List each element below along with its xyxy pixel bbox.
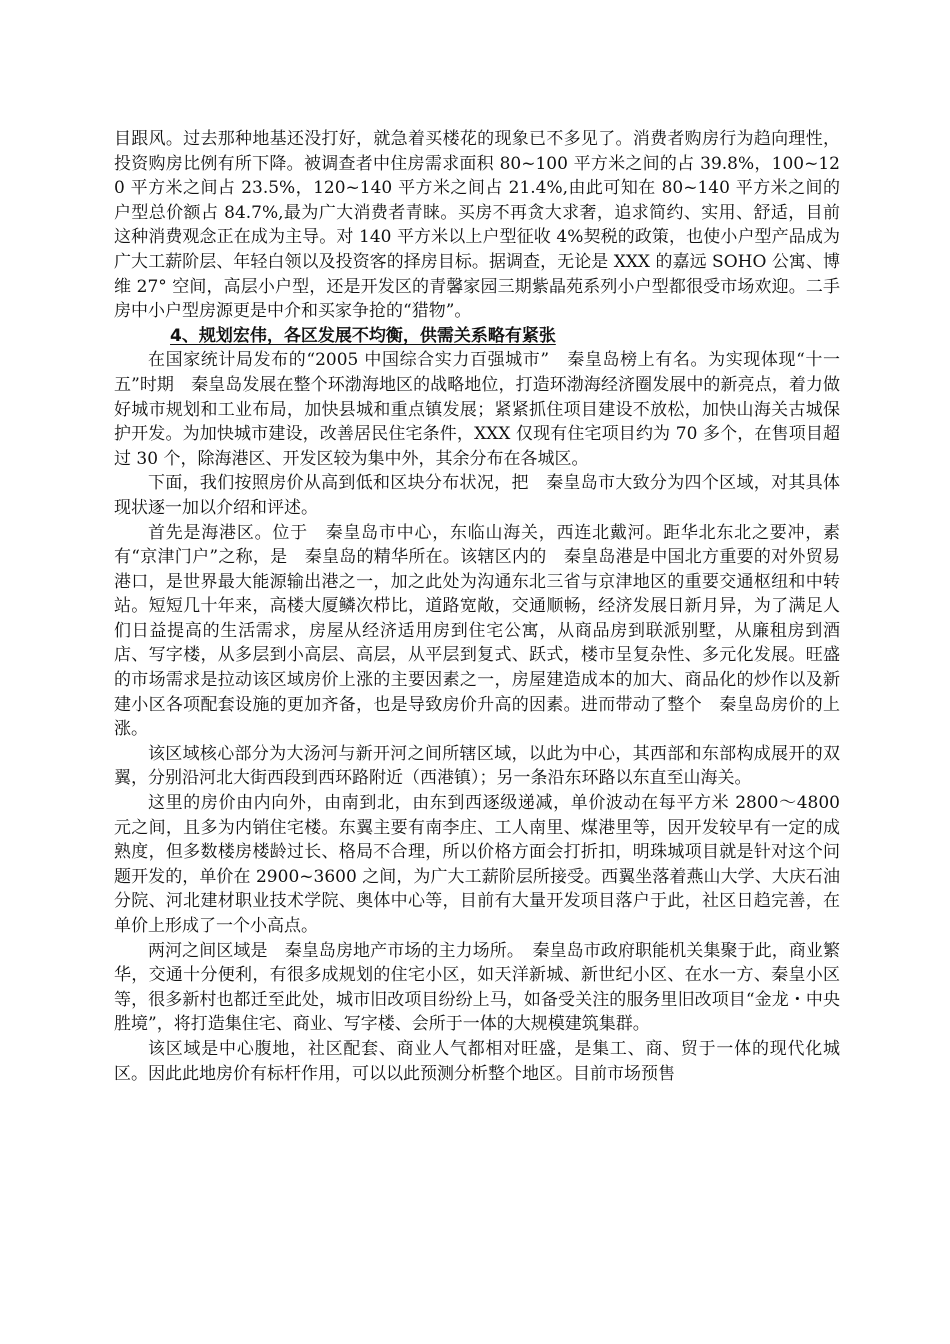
paragraph-regions-intro: 下面，我们按照房价从高到低和区块分布状况，把 秦皇岛市大致分为四个区域，对其具体现状逐一加以介绍和评述。	[114, 473, 840, 518]
paragraph-housing-demand: 目跟风。过去那种地基还没打好，就急着买楼花的现象已不多见了。消费者购房行为趋向理性，投资购房比例有所下降。被调查者中住房需求面积 80~100 平方米之间的占 39.8%，100~120 平方米之间占 23.5%，120~140 平方米之间占 21.4%,由此可知在 80~140 平方米之间的户型总价额占 84.7%,最为广大消费者青睐。买房不再贪大求奢，追求简约、实用、舒适，目前这种消费观念正在成为主导。对 140 平方米以上户型征收 4%契税的政策，也使小户型产品成为广大工薪阶层、年轻白领以及投资客的择房目标。据调查，无论是 XXX 的嘉远 SOHO 公寓、博维 27° 空间，高层小户型，还是开发区的青馨家园三期紫晶苑系列小户型都很受市场欢迎。二手房中小户型房源更是中介和买家争抢的“猎物”。	[114, 129, 840, 322]
paragraph-core-area: 该区域核心部分为大汤河与新开河之间所辖区域，以此为中心，其西部和东部构成展开的双翼，分别沿河北大街西段到西环路附近（西港镇）；另一条沿东环路以东直至山海关。	[114, 743, 840, 789]
paragraph-haigang-district: 首先是海港区。位于 秦皇岛市中心，东临山海关，西连北戴河。距华北东北之要冲，素有“京津门户”之称，是 秦皇岛的精华所在。该辖区内的 秦皇岛港是中国北方重要的对外贸易港口，是世界最大能源输出港之一，加之此处为沟通东北三省与京津地区的重要交通枢纽和中转站。短短几十年来，高楼大厦鳞次栉比，道路宽敞，交通顺畅，经济发展日新月异，为了满足人们日益提高的生活需求，房屋从经济适用房到住宅公寓，从商品房到联派别墅，从廉租房到酒店、写字楼，从多层到小高层、高层，从平层到复式、跃式，楼市呈复杂性、多元化发展。旺盛的市场需求是拉动该区域房价上涨的主要因素之一，房屋建造成本的加大、商品化的炒作以及新建小区各项配套设施的更加齐备，也是导致房价升高的因素。进而带动了整个 秦皇岛房价的上涨。	[114, 522, 840, 740]
document-body	[114, 127, 840, 1086]
paragraph-city-overview: 在国家统计局发布的“2005 中国综合实力百强城市” 秦皇岛榜上有名。为实现体现“十一五”时期 秦皇岛发展在整个环渤海地区的战略地位，打造环渤海经济圈发展中的新亮点，着力做好城市规划和工业布局，加快县城和重点镇发展；紧紧抓住项目建设不放松，加快山海关古城保护开发。为加快城市建设，改善居民住宅条件，XXX 仅现有住宅项目约为 70 多个，在售项目超过 30 个，除海港区、开发区较为集中外，其余分布在各城区。	[114, 350, 840, 469]
section-heading-planning: 4、规划宏伟，各区发展不均衡，供需关系略有紧张	[170, 325, 556, 346]
paragraph-price-range: 这里的房价由内向外，由南到北，由东到西逐级递减，单价波动在每平方米 2800～4800 元之间，且多为内销住宅楼。东翼主要有南李庄、工人南里、煤港里等，因开发较早有一定的成熟度，但多数楼房楼龄过长、格局不合理，所以价格方面会打折扣，明珠城项目就是针对这个问题开发的，单价在 2900~3600 之间，为广大工薪阶层所接受。西翼坐落着燕山大学、大庆石油分院、河北建材职业技术学院、奥体中心等，目前有大量开发项目落户于此，社区日趋完善，在单价上形成了一个小高点。	[114, 793, 840, 936]
paragraph-two-rivers-area: 两河之间区域是 秦皇岛房地产市场的主力场所。 秦皇岛市政府职能机关集聚于此，商业繁华，交通十分便利，有很多成规划的住宅小区，如天洋新城、新世纪小区、在水一方、秦皇小区等，很多新村也都迁至此处，城市旧改项目纷纷上马，如备受关注的服务里旧改项目“金龙・中央胜境”，将打造集住宅、商业、写字楼、会所于一体的大规模建筑集群。	[114, 940, 840, 1035]
paragraph-central-hinterland: 该区域是中心腹地，社区配套、商业人气都相对旺盛，是集工、商、贸于一体的现代化城区。因此此地房价有标杆作用，可以以此预测分析整个地区。目前市场预售	[114, 1038, 840, 1084]
